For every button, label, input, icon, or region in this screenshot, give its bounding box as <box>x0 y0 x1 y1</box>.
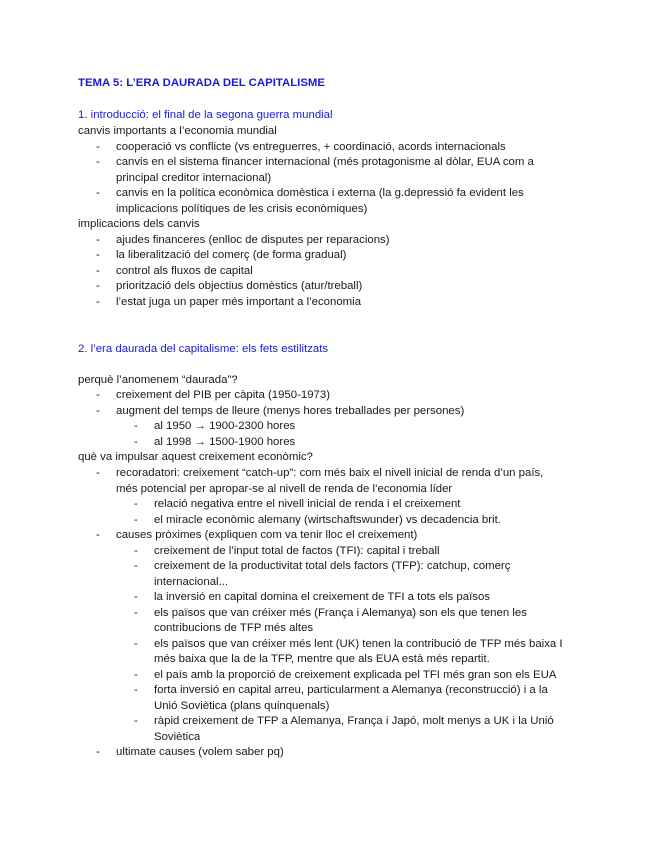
bullet-dash: - <box>96 296 100 308</box>
bullet-dash: - <box>96 280 100 292</box>
bullet-dash: - <box>96 156 100 168</box>
bullet-dash: - <box>134 684 138 696</box>
sub-list-item-continuation: Unió Soviètica (plans quinquenals) <box>154 700 330 712</box>
sub-list-item: els països que van créixer més lent (UK) tenen la contribució de TFP més baixa I <box>154 638 563 650</box>
bullet-dash: - <box>134 498 138 510</box>
list-item: priorització dels objectius domèstics (atur/treball) <box>116 280 363 292</box>
sub-list-item: al 1998 → 1500-1900 hores <box>154 436 296 448</box>
bullet-dash: - <box>96 265 100 277</box>
bullet-dash: - <box>134 669 138 681</box>
bullet-dash: - <box>134 591 138 603</box>
sub-list-item: els països que van créixer més (França i Alemanya) son els que tenen les <box>154 607 527 619</box>
bullet-dash: - <box>134 560 138 572</box>
bullet-dash: - <box>96 746 100 758</box>
sub-list-item: la inversió en capital domina el creixement de TFI a tots els països <box>154 591 490 603</box>
bullet-dash: - <box>96 529 100 541</box>
sub-list-item: al 1950 → 1900-2300 hores <box>154 420 296 432</box>
bullet-dash: - <box>134 545 138 557</box>
list-item: ajudes financeres (enlloc de disputes per reparacions) <box>116 234 390 246</box>
list-item: ultimate causes (volem saber pq) <box>116 746 284 758</box>
list-item: l’estat juga un paper més important a l’economia <box>116 296 362 308</box>
sub-list-item: el país amb la proporció de creixement explicada pel TFI més gran son els EUA <box>154 669 557 681</box>
list-item: canvis en la política econòmica domèstica i externa (la g.depressió fa evident les <box>116 187 524 199</box>
bullet-dash: - <box>134 715 138 727</box>
list-item: la liberalització del comerç (de forma gradual) <box>116 249 347 261</box>
list-item: augment del temps de lleure (menys hores treballades per persones) <box>116 405 465 417</box>
sub-list-item: creixement de l’input total de factos (TFI): capital i treball <box>154 545 440 557</box>
bullet-dash: - <box>96 467 100 479</box>
bullet-dash: - <box>96 234 100 246</box>
implications-label: implicacions dels canvis <box>78 218 200 230</box>
sub-list-item-continuation: contribucions de TFP més altes <box>154 622 314 634</box>
bullet-dash: - <box>96 141 100 153</box>
list-item-continuation: principal creditor internacional) <box>116 172 272 184</box>
question-2: què va impulsar aquest creixement econòmic? <box>78 451 313 463</box>
sub-list-item-continuation: Soviètica <box>154 731 201 743</box>
bullet-dash: - <box>134 514 138 526</box>
sub-list-item: el miracle econòmic alemany (wirtschaftswunder) vs decadencia brit. <box>154 514 501 526</box>
sub-list-item: relació negativa entre el nivell inicial de renda i el creixement <box>154 498 461 510</box>
section-1-heading: 1. introducció: el final de la segona guerra mundial <box>78 109 333 121</box>
bullet-dash: - <box>134 436 138 448</box>
list-item: cooperació vs conflicte (vs entreguerres, + coordinació, acords internacionals <box>116 141 506 153</box>
bullet-dash: - <box>96 389 100 401</box>
sub-list-item-continuation: més baixa que la de la TFP, mentre que als EUA està més repartit. <box>154 653 490 665</box>
section-1-intro: canvis importants a l’economia mundial <box>78 125 277 137</box>
list-item-continuation: més potencial per apropar-se al nivell de renda de l’economia líder <box>116 483 453 495</box>
list-item-continuation: implicacions polítiques de les crisis econòmiques) <box>116 203 368 215</box>
document-title: TEMA 5: L’ERA DAURADA DEL CAPITALISME <box>78 77 326 89</box>
list-item: creixement del PIB per càpita (1950-1973) <box>116 389 331 401</box>
list-item: canvis en el sistema financer internacional (més protagonisme al dòlar, EUA com a <box>116 156 534 168</box>
section-2-heading: 2. l’era daurada del capitalisme: els fets estilitzats <box>78 343 329 355</box>
list-item: control als fluxos de capital <box>116 265 253 277</box>
sub-list-item: ràpid creixement de TFP a Alemanya, França i Japó, molt menys a UK i la Unió <box>154 715 554 727</box>
list-item: causes pròximes (expliquen com va tenir lloc el creixement) <box>116 529 418 541</box>
bullet-dash: - <box>96 405 100 417</box>
bullet-dash: - <box>134 638 138 650</box>
bullet-dash: - <box>134 420 138 432</box>
question-1: perquè l’anomenem “daurada”? <box>78 374 238 386</box>
sub-list-item-continuation: internacional... <box>154 576 229 588</box>
sub-list-item: creixement de la productivitat total dels factors (TFP): catchup, comerç <box>154 560 511 572</box>
sub-list-item: forta inversió en capital arreu, particularment a Alemanya (reconstrucció) i a la <box>154 684 548 696</box>
bullet-dash: - <box>96 249 100 261</box>
bullet-dash: - <box>134 607 138 619</box>
list-item: recoradatori: creixement “catch-up”: com més baix el nivell inicial de renda d’un país, <box>116 467 544 479</box>
bullet-dash: - <box>96 187 100 199</box>
